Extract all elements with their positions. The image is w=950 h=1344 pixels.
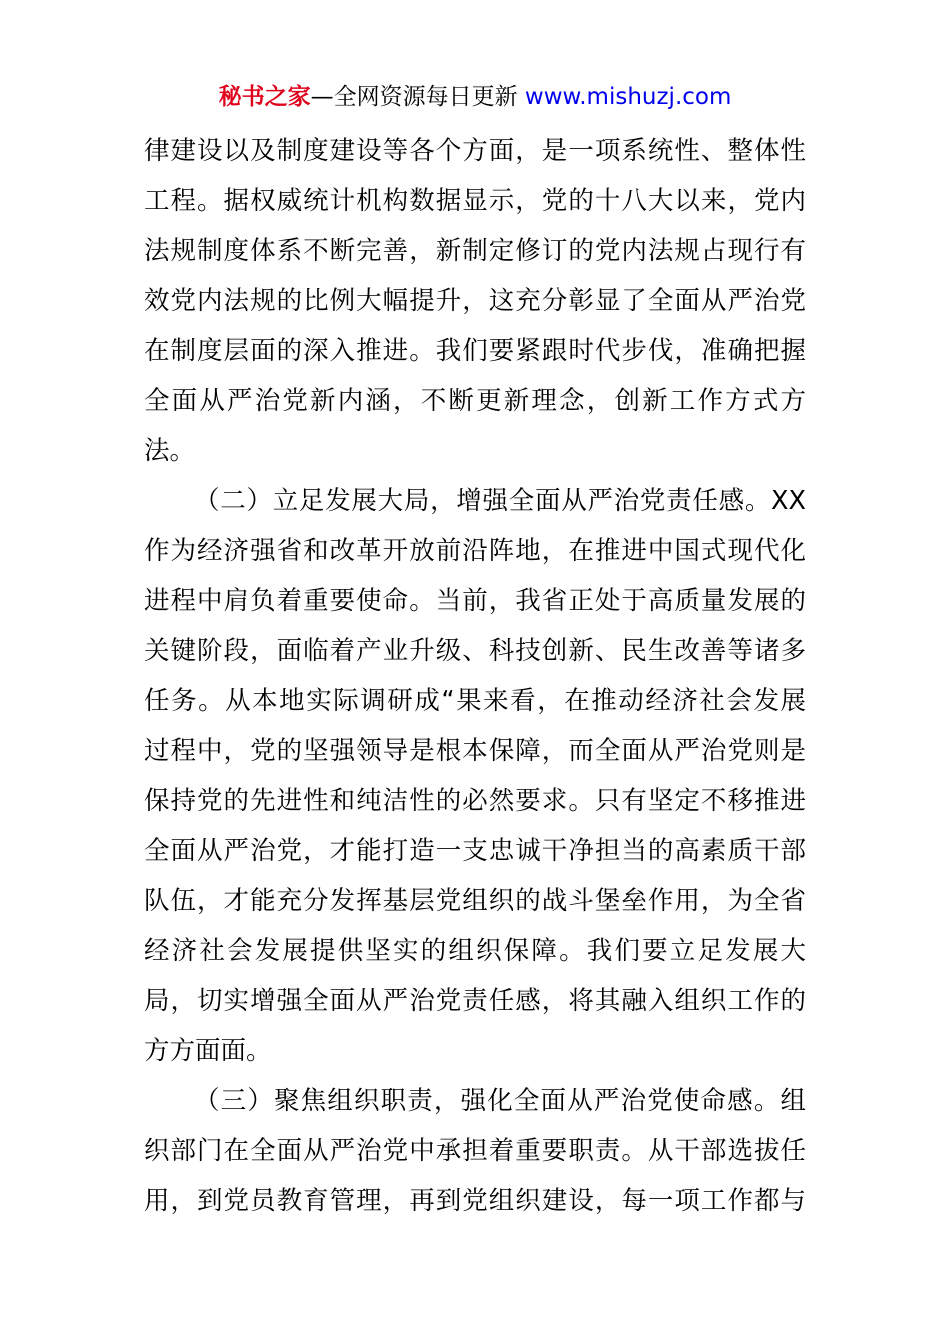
section-heading-line: （二）立足发展大局，增强全面从严治党责任感。XX — [194, 486, 806, 516]
site-url-link[interactable]: www.mishuzj.com — [524, 84, 732, 110]
text-line: 效党内法规的比例大幅提升，这充分彰显了全面从严治党 — [144, 286, 806, 316]
text-line: 过程中，党的坚强领导是根本保障，而全面从严治党则是 — [144, 736, 806, 766]
text-line: 用，到党员教育管理，再到党组织建设，每一项工作都与 — [144, 1186, 806, 1216]
text-line: 经济社会发展提供坚实的组织保障。我们要立足发展大 — [144, 936, 806, 966]
document-body — [144, 126, 806, 1226]
brand-name: 秘书之家 — [218, 84, 311, 110]
section-heading-line: （三）聚焦组织职责，强化全面从严治党使命感。组 — [194, 1086, 806, 1116]
text-line: 任务。从本地实际调研成“果来看，在推动经济社会发展 — [144, 686, 806, 716]
text-line: 织部门在全面从严治党中承担着重要职责。从干部选拔任 — [144, 1136, 806, 1166]
text-line: 关键阶段，面临着产业升级、科技创新、民生改善等诸多 — [144, 636, 806, 666]
text-line: 法。 — [144, 436, 196, 466]
header-tagline: —全网资源每日更新 — [310, 84, 525, 110]
text-line: 工程。据权威统计机构数据显示，党的十八大以来，党内 — [144, 186, 806, 216]
text-line: 律建设以及制度建设等各个方面，是一项系统性、整体性 — [144, 136, 806, 166]
text-line: 局，切实增强全面从严治党责任感，将其融入组织工作的 — [144, 986, 806, 1016]
text-line: 进程中肩负着重要使命。当前，我省正处于高质量发展的 — [144, 586, 806, 616]
text-line: 全面从严治党新内涵，不断更新理念，创新工作方式方 — [144, 386, 806, 416]
page-header — [0, 80, 950, 114]
text-line: 全面从严治党，才能打造一支忠诚干净担当的高素质干部 — [144, 836, 806, 866]
text-line: 法规制度体系不断完善，新制定修订的党内法规占现行有 — [144, 236, 806, 266]
text-line: 在制度层面的深入推进。我们要紧跟时代步伐，准确把握 — [144, 336, 806, 366]
text-line: 保持党的先进性和纯洁性的必然要求。只有坚定不移推进 — [144, 786, 806, 816]
text-line: 方方面面。 — [144, 1036, 272, 1066]
text-line: 队伍，才能充分发挥基层党组织的战斗堡垒作用，为全省 — [144, 886, 806, 916]
text-line: 作为经济强省和改革开放前沿阵地，在推进中国式现代化 — [144, 536, 806, 566]
